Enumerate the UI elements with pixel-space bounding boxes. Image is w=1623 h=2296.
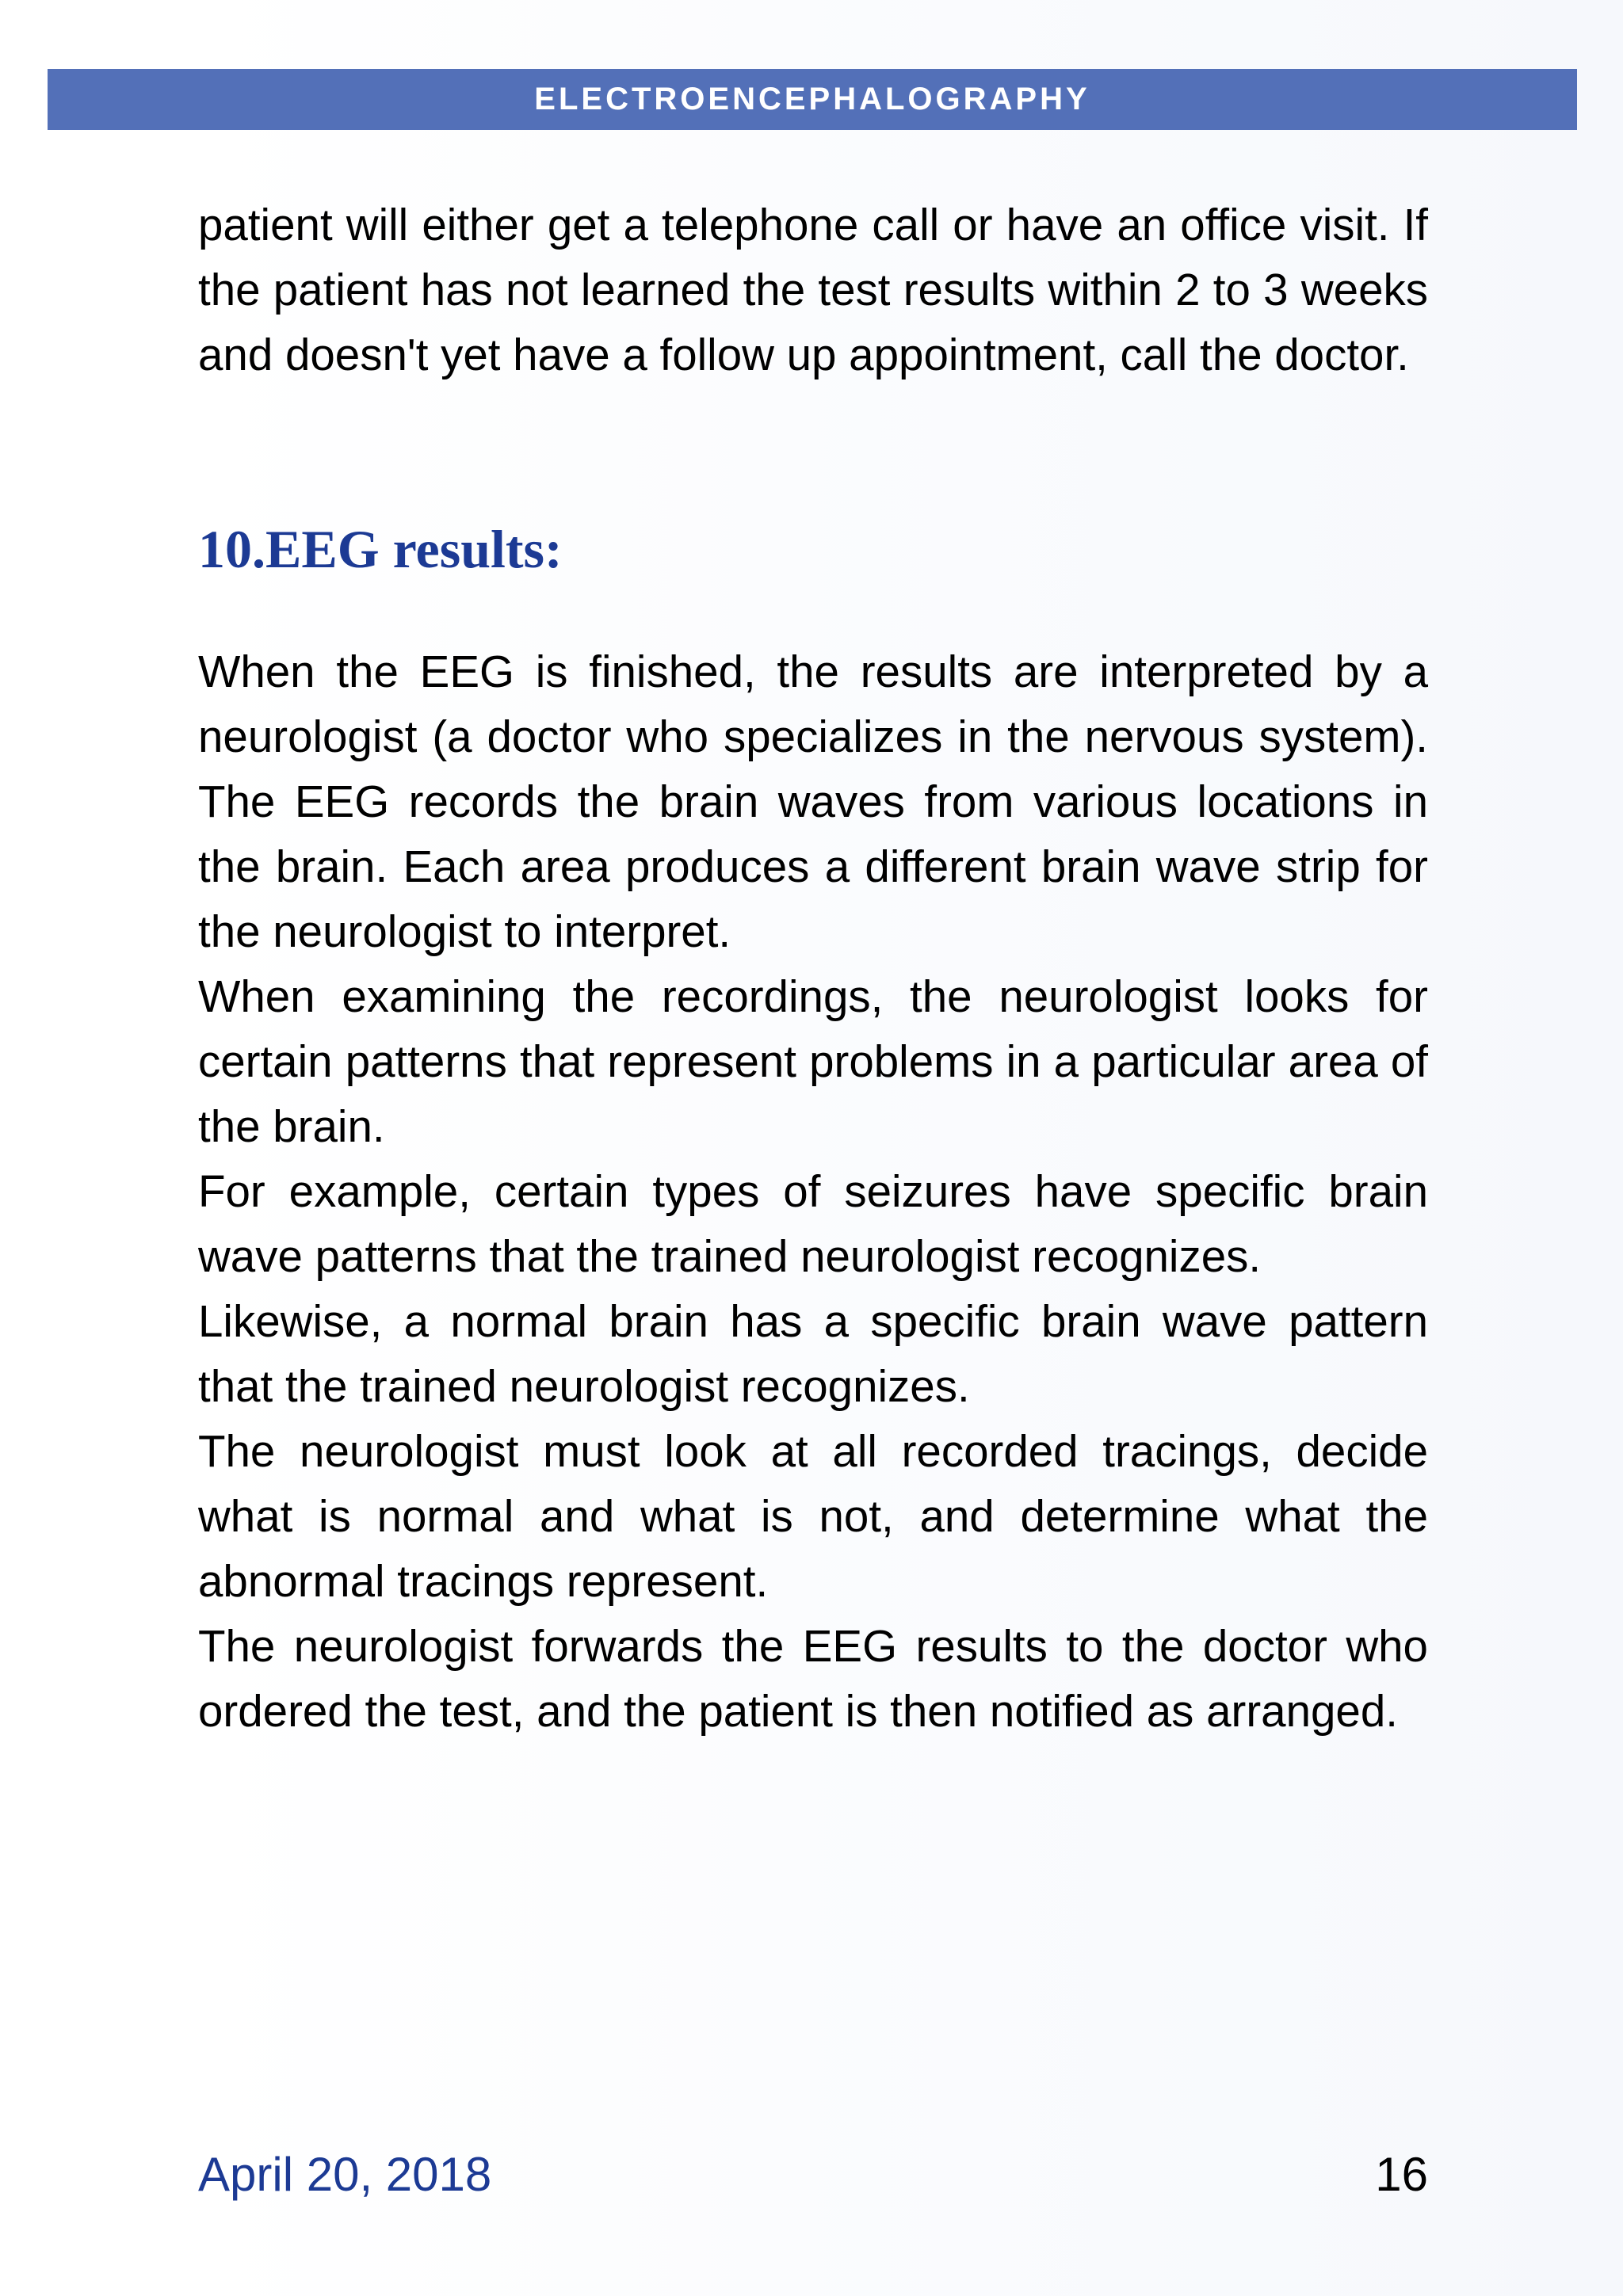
results-paragraph: The neurologist must look at all recorded tracings, decide what is normal and what is not, and determine what the abnormal tracings represent. [198,1426,1428,1606]
page-number: 16 [1375,2148,1428,2201]
results-paragraph: The neurologist forwards the EEG results to the doctor who ordered the test, and the patient is then notified as arranged. [198,1621,1428,1736]
section-heading: 10.EEG results: [198,519,563,579]
intro-paragraph: patient will either get a telephone call or have an office visit. If the patient has not learned the test results within 2 to 3 weeks and doesn't yet have a follow up appointment, call the doctor. [198,200,1428,379]
results-paragraph: For example, certain types of seizures have specific brain wave patterns that the trained neurologist recognizes. [198,1166,1428,1281]
results-paragraph: Likewise, a normal brain has a specific brain wave pattern that the trained neurologist recognizes. [198,1296,1428,1411]
results-paragraph: When the EEG is finished, the results are interpreted by a neurologist (a doctor who specializes in the nervous system). The EEG records the brain waves from various locations in the brain. Each area produces a different brain wave strip for the neurologist to interpret. [198,646,1428,956]
header-bar [48,69,1577,130]
footer-date: April 20, 2018 [198,2148,492,2201]
header-title: ELECTROENCEPHALOGRAPHY [534,82,1090,116]
main-content [198,193,1428,1744]
results-paragraph: When examining the recordings, the neurologist looks for certain patterns that represent problems in a particular area of the brain. [198,971,1428,1151]
